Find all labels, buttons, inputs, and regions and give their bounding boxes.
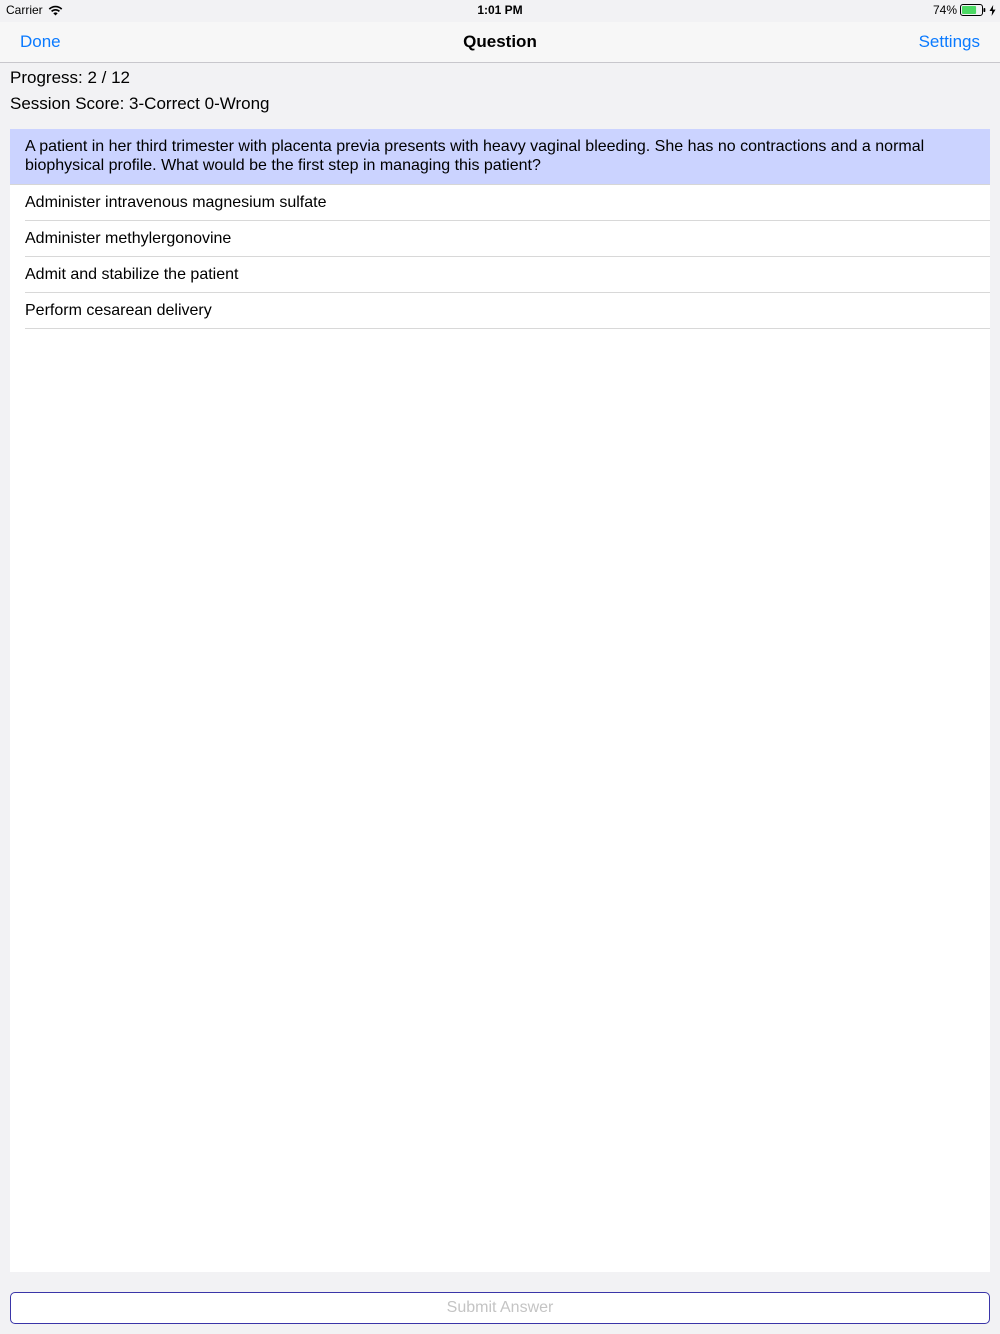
answer-option-2[interactable]: Administer methylergonovine bbox=[25, 221, 990, 257]
settings-button[interactable]: Settings bbox=[918, 32, 980, 51]
battery-indicator bbox=[933, 3, 996, 17]
progress-label: Progress: 2 / 12 bbox=[10, 68, 131, 87]
answer-option-1[interactable]: Administer intravenous magnesium sulfate bbox=[25, 185, 990, 221]
question-panel bbox=[10, 129, 990, 1272]
status-bar bbox=[0, 0, 1000, 22]
status-time: 1:01 PM bbox=[477, 3, 523, 17]
question-text: A patient in her third trimester with placenta previa presents with heavy vaginal bleeding. She has no contractions and a normal biophysical profile. What would be the first step in managing this patient? bbox=[10, 129, 990, 185]
done-button[interactable]: Done bbox=[20, 32, 61, 51]
battery-icon bbox=[960, 4, 986, 16]
session-score-label: Session Score: 3-Correct 0-Wrong bbox=[10, 94, 270, 113]
battery-percent: 74% bbox=[932, 3, 957, 17]
charging-bolt-icon bbox=[989, 5, 996, 16]
navigation-bar bbox=[0, 22, 1000, 63]
submit-answer-button[interactable]: Submit Answer bbox=[10, 1292, 990, 1324]
answer-option-3[interactable]: Admit and stabilize the patient bbox=[25, 257, 990, 293]
answer-option-4[interactable]: Perform cesarean delivery bbox=[25, 293, 990, 329]
carrier-label: Carrier bbox=[6, 3, 43, 17]
battery-fill bbox=[962, 6, 976, 14]
nav-title: Question bbox=[463, 32, 537, 51]
